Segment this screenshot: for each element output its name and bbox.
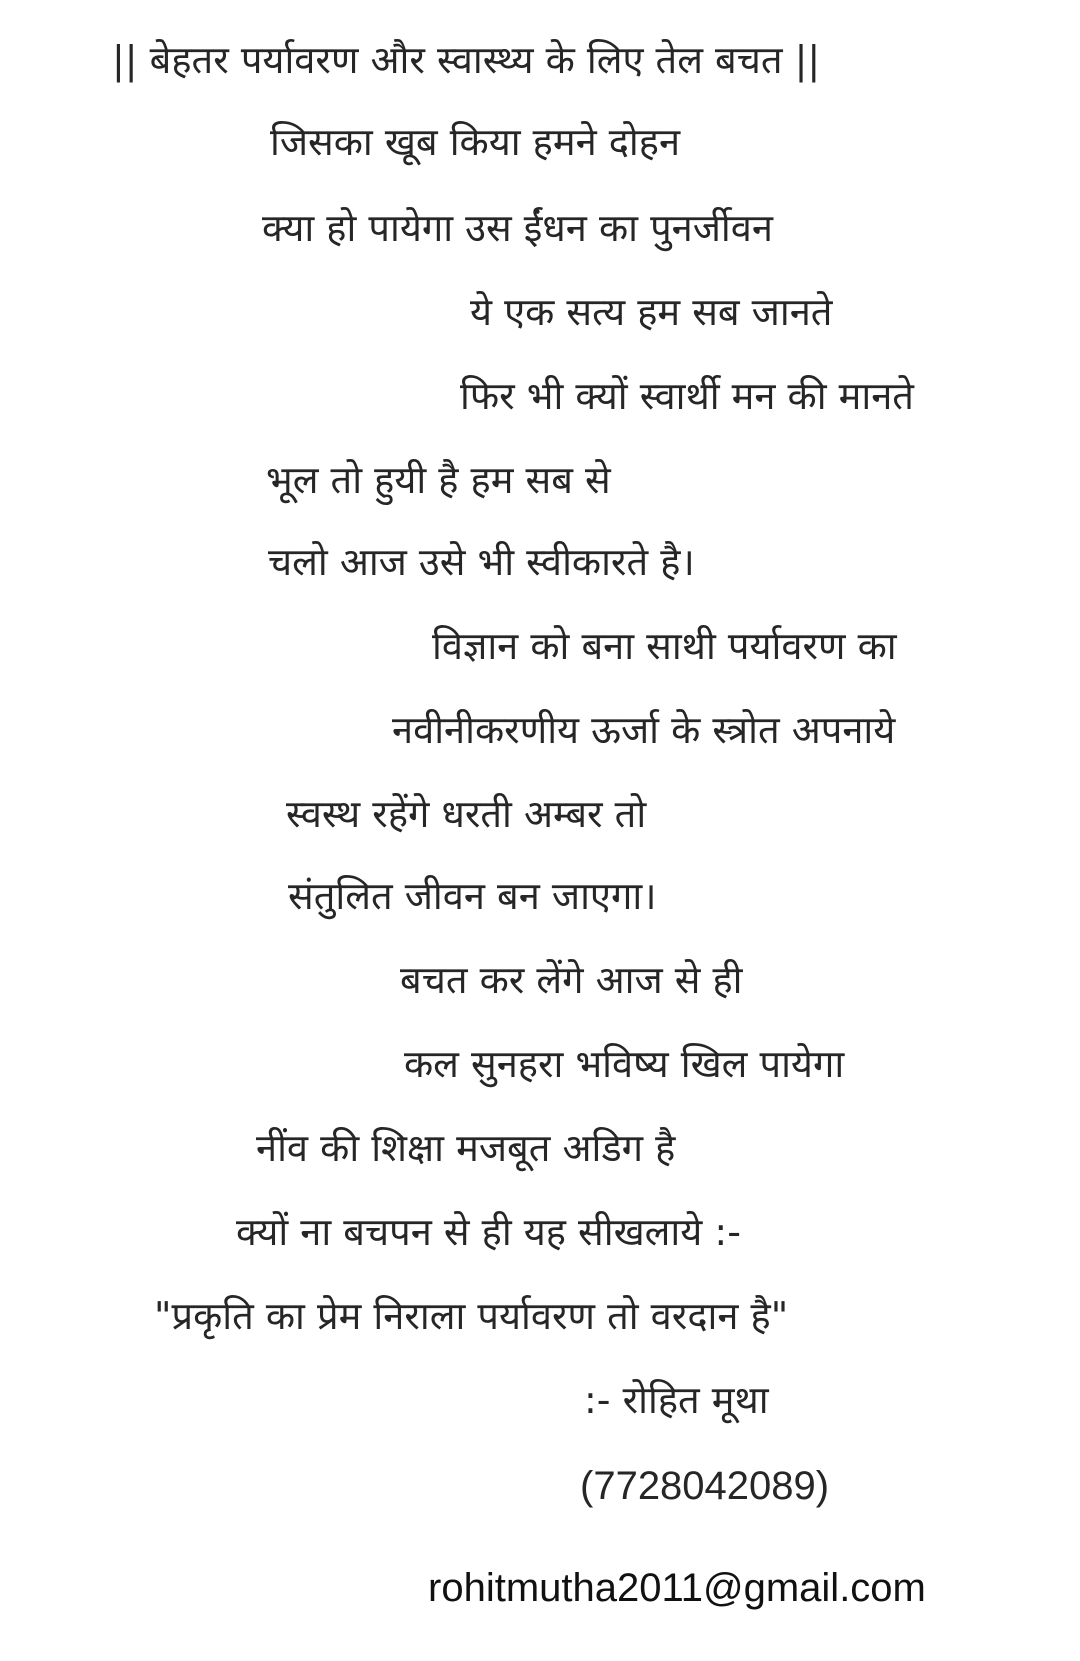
poem-line: क्यों ना बचपन से ही यह सीखलाये :- bbox=[236, 1210, 741, 1254]
poem-line: चलो आज उसे भी स्वीकारते है। bbox=[268, 540, 695, 584]
author-phone: (7728042089) bbox=[580, 1464, 830, 1508]
poem-line: ये एक सत्य हम सब जानते bbox=[470, 290, 833, 334]
poem-quote-line: "प्रकृति का प्रेम निराला पर्यावरण तो वरदान है" bbox=[154, 1294, 789, 1338]
poem-line: जिसका खूब किया हमने दोहन bbox=[270, 120, 681, 164]
poem-line: फिर भी क्यों स्वार्थी मन की मानते bbox=[460, 374, 914, 418]
poem-line: कल सुनहरा भविष्य खिल पायेगा bbox=[404, 1042, 845, 1086]
poem-line: बचत कर लेंगे आज से ही bbox=[400, 958, 743, 1002]
poem-line: स्वस्थ रहेंगे धरती अम्बर तो bbox=[286, 792, 647, 836]
poem-line: विज्ञान को बना साथी पर्यावरण का bbox=[432, 624, 897, 668]
poem-line: भूल तो हुयी है हम सब से bbox=[266, 458, 611, 502]
author-name: :- रोहित मूथा bbox=[584, 1378, 769, 1422]
author-email: rohitmutha2011@gmail.com bbox=[428, 1566, 926, 1610]
poem-line: नवीनीकरणीय ऊर्जा के स्त्रोत अपनाये bbox=[392, 708, 896, 752]
poem-line: नींव की शिक्षा मजबूत अडिग है bbox=[256, 1126, 676, 1170]
poem-line: क्या हो पायेगा उस ईंधन का पुनर्जीवन bbox=[262, 206, 773, 250]
poem-line: संतुलित जीवन बन जाएगा। bbox=[288, 874, 657, 918]
poem-title: || बेहतर पर्यावरण और स्वास्थ्य के लिए तेल बचत || bbox=[112, 38, 821, 82]
